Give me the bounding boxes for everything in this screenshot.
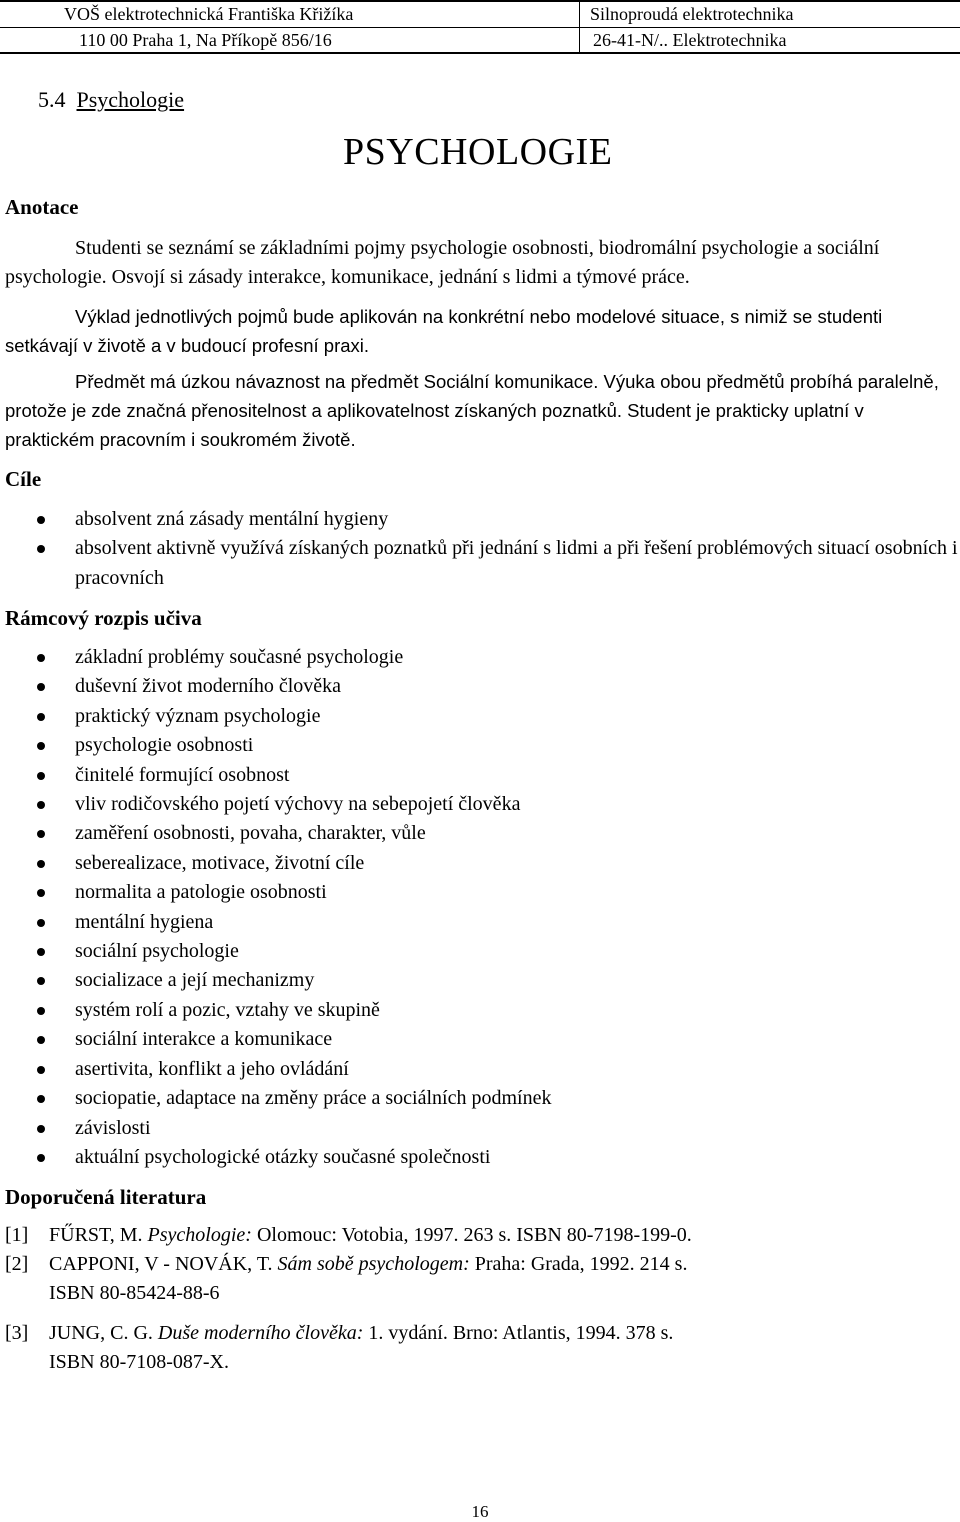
reference-number: [1] xyxy=(5,1224,29,1246)
page-title: PSYCHOLOGIE xyxy=(343,131,613,173)
list-item: základní problémy současné psychologie xyxy=(0,643,960,672)
header-school-address: 110 00 Praha 1, Na Příkopě 856/16 xyxy=(79,30,332,50)
bullet-icon xyxy=(37,889,45,897)
list-item: mentální hygiena xyxy=(0,908,960,937)
annotation-text-1: Studenti se seznámí se základními pojmy psychologie osobnosti, biodromální psychologie a sociální psychologie. Osvojí si zásady interakce, komunikace, jednání s lidmi a týmové práce. xyxy=(5,237,880,288)
literature-heading: Doporučená literatura xyxy=(5,1185,207,1209)
page-header xyxy=(0,0,960,55)
bullet-icon xyxy=(37,1066,45,1074)
annotation-text-3: Předmět má úzkou návaznost na předmět Sociální komunikace. Výuka obou předmětů probíhá paralelně, protože je zde značná přenositelnost a aplikovatelnost získaných poznatků. Student je prakticky uplatní v praktickém pracovním i soukromém životě. xyxy=(5,371,939,450)
list-item: asertivita, konflikt a jeho ovládání xyxy=(0,1055,960,1084)
bullet-icon xyxy=(37,1125,45,1133)
list-item: sociální psychologie xyxy=(0,937,960,966)
bullet-icon xyxy=(37,919,45,927)
list-item: činitelé formující osobnost xyxy=(0,761,960,790)
list-item: závislosti xyxy=(0,1114,960,1143)
bullet-icon xyxy=(37,713,45,721)
bullet-icon xyxy=(37,860,45,868)
bullet-icon xyxy=(37,772,45,780)
annotation-heading: Anotace xyxy=(5,195,79,219)
bullet-icon xyxy=(37,683,45,691)
bullet-icon xyxy=(37,1095,45,1103)
page-number: 16 xyxy=(471,1502,489,1521)
list-item: zaměření osobnosti, povaha, charakter, vůle xyxy=(0,819,960,848)
list-item: seberealizace, motivace, životní cíle xyxy=(0,849,960,878)
bullet-icon xyxy=(37,742,45,750)
bullet-icon xyxy=(37,830,45,838)
bullet-icon xyxy=(37,977,45,985)
list-item: systém rolí a pozic, vztahy ve skupině xyxy=(0,996,960,1025)
annotation-paragraph-1 xyxy=(5,234,955,292)
goals-heading: Cíle xyxy=(5,467,42,491)
bullet-icon xyxy=(37,1007,45,1015)
bullet-icon xyxy=(37,801,45,809)
header-school-name: VOŠ elektrotechnická Františka Křižíka xyxy=(64,4,354,24)
list-item: socializace a její mechanizmy xyxy=(0,966,960,995)
list-item: duševní život moderního člověka xyxy=(0,672,960,701)
list-item: normalita a patologie osobnosti xyxy=(0,878,960,907)
list-item: vliv rodičovského pojetí výchovy na sebepojetí člověka xyxy=(0,790,960,819)
bullet-icon xyxy=(37,948,45,956)
header-field-name: Silnoproudá elektrotechnika xyxy=(590,4,794,24)
bullet-icon xyxy=(37,1036,45,1044)
bullet-icon xyxy=(37,545,45,553)
reference-item: [2] CAPPONI, V - NOVÁK, T. Sám sobě psychologem: Praha: Grada, 1992. 214 s. ISBN 80-85424-88-6 xyxy=(5,1250,687,1308)
annotation-paragraph-2 xyxy=(5,302,955,360)
bullet-icon xyxy=(37,1154,45,1162)
bullet-icon xyxy=(37,654,45,662)
list-item: absolvent aktivně využívá získaných poznatků při jednání s lidmi a při řešení problémových situací osobních i pracovních xyxy=(0,534,960,593)
list-item: sociopatie, adaptace na změny práce a sociálních podmínek xyxy=(0,1084,960,1113)
reference-item: [3] JUNG, C. G. Duše moderního člověka: 1. vydání. Brno: Atlantis, 1994. 378 s. ISBN 80-7108-087-X. xyxy=(5,1319,673,1377)
list-item: praktický význam psychologie xyxy=(0,702,960,731)
curriculum-list xyxy=(0,643,960,1172)
list-item: aktuální psychologické otázky současné společnosti xyxy=(0,1143,960,1172)
section-title: Psychologie xyxy=(76,87,185,112)
annotation-text-2: Výklad jednotlivých pojmů bude aplikován na konkrétní nebo modelové situace, s nimiž se studenti setkávají v životě a v budoucí profesní praxi. xyxy=(5,306,883,356)
bullet-icon xyxy=(37,516,45,524)
list-item: absolvent zná zásady mentální hygieny xyxy=(0,505,960,534)
list-item: psychologie osobnosti xyxy=(0,731,960,760)
section-number: 5.4 xyxy=(38,87,66,112)
goals-list xyxy=(0,505,960,593)
section-heading xyxy=(38,86,184,114)
reference-number: [2] xyxy=(5,1253,29,1275)
reference-item: [1] FŰRST, M. Psychologie: Olomouc: Votobia, 1997. 263 s. ISBN 80-7198-199-0. xyxy=(5,1221,692,1250)
curriculum-heading: Rámcový rozpis učiva xyxy=(5,606,202,630)
header-field-code: 26-41-N/.. Elektrotechnika xyxy=(593,30,787,50)
annotation-paragraph-3 xyxy=(5,367,955,454)
reference-number: [3] xyxy=(5,1322,29,1344)
list-item: sociální interakce a komunikace xyxy=(0,1025,960,1054)
